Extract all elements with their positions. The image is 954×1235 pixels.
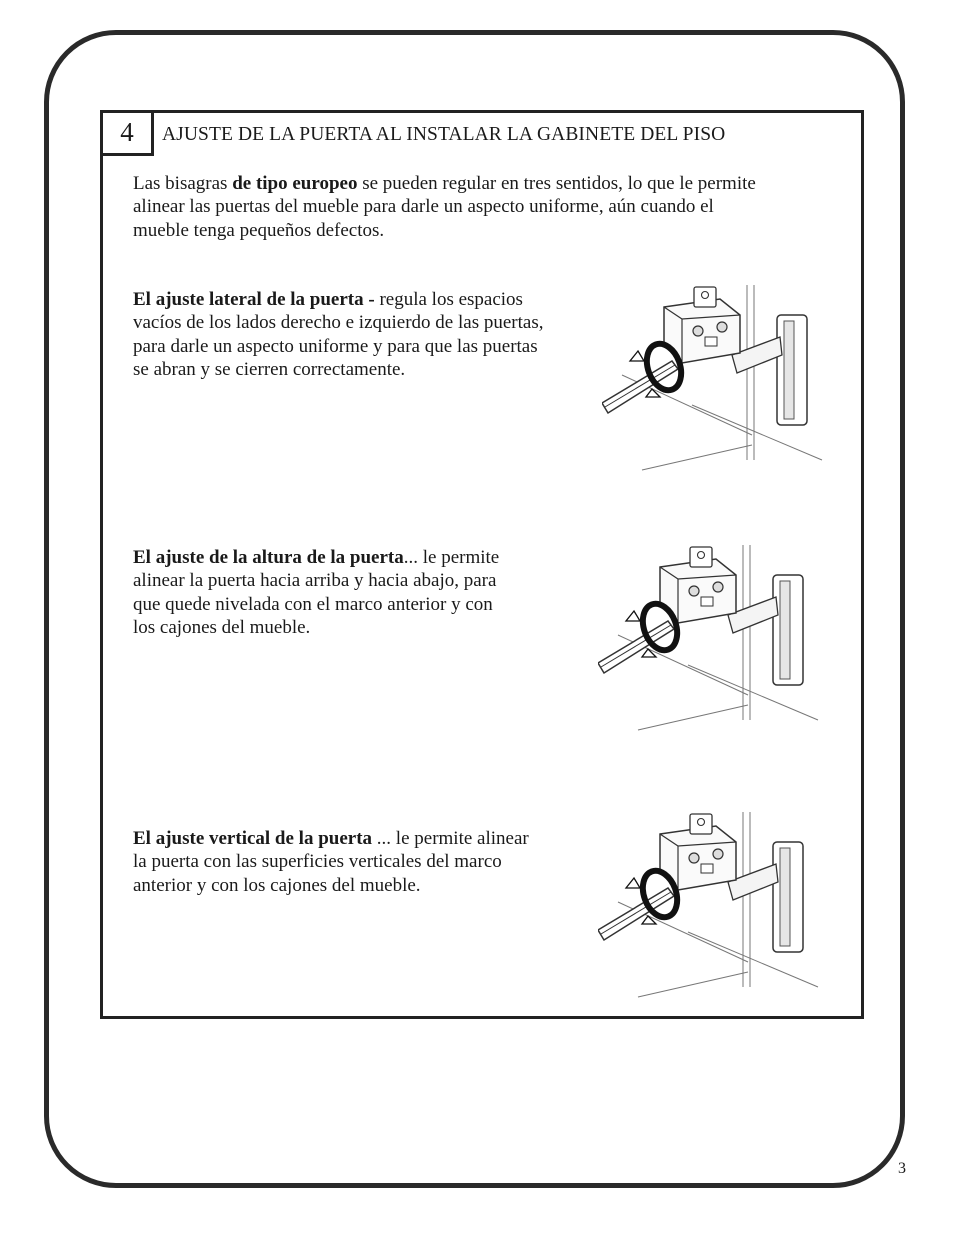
vertical-line-3: anterior y con los cajones del mueble. <box>133 874 421 896</box>
height-line-2: alinear la puerta hacia arriba y hacia abajo, para <box>133 570 497 592</box>
lateral-line-2: vacíos de los lados derecho e izquierdo de las puertas, <box>133 312 544 334</box>
lateral-line-1: El ajuste lateral de la puerta - regula los espacios <box>133 289 523 310</box>
lateral-line-3: para darle un aspecto uniforme y para que las puertas <box>133 335 538 357</box>
vertical-line-1: El ajuste vertical de la puerta ... le permite alinear <box>133 828 529 849</box>
lateral-line-4: se abran y se cierren correctamente. <box>133 358 406 380</box>
vertical-hinge-illustration <box>598 812 828 1007</box>
height-line-4: los cajones del mueble. <box>133 616 311 638</box>
height-hinge-illustration <box>598 545 828 740</box>
step-number: 4 <box>100 110 154 156</box>
intro-paragraph <box>133 172 858 242</box>
vertical-line-2: la puerta con las superficies verticales del marco <box>133 851 502 873</box>
intro-line-2: alinear las puertas del mueble para darle un aspecto uniforme, aún cuando el <box>133 196 714 218</box>
lateral-hinge-illustration <box>602 285 832 480</box>
page-number: 3 <box>898 1160 906 1177</box>
intro-line-3: mueble tenga pequeños defectos. <box>133 219 385 241</box>
height-line-3: que quede nivelada con el marco anterior y con <box>133 593 493 615</box>
vertical-adjustment-paragraph <box>133 827 529 897</box>
height-adjustment-paragraph <box>133 546 499 639</box>
intro-line-1: Las bisagras de tipo europeo se pueden regular en tres sentidos, lo que le permite <box>133 173 756 194</box>
section-title: AJUSTE DE LA PUERTA AL INSTALAR LA GABINETE DEL PISO <box>162 124 726 145</box>
lateral-adjustment-paragraph <box>133 288 543 381</box>
height-line-1: El ajuste de la altura de la puerta... le permite <box>133 547 500 568</box>
